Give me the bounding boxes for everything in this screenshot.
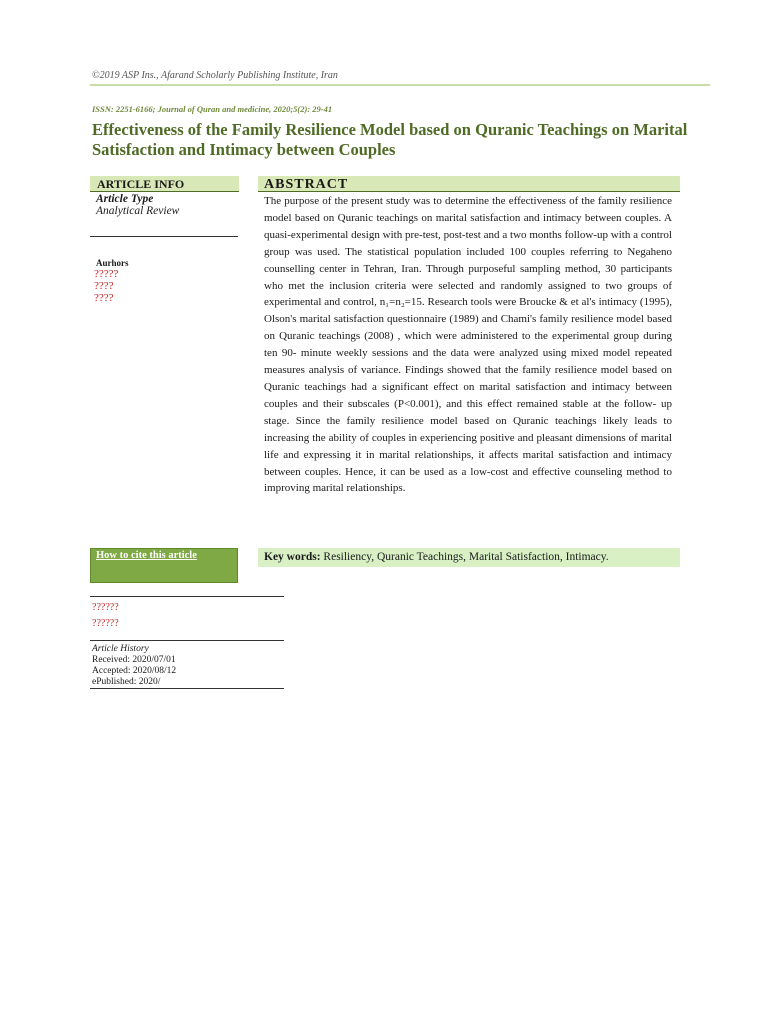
info-line: ?????? [92, 602, 119, 613]
keywords-label: Key words: [264, 551, 321, 563]
author-name[interactable]: ???? [94, 280, 114, 292]
abstract-heading: ABSTRACT [258, 176, 680, 192]
keywords-text: Resiliency, Quranic Teachings, Marital Satisfaction, Intimacy. [323, 551, 609, 563]
how-to-cite-link[interactable]: How to cite this article [96, 550, 197, 561]
article-type-value: Analytical Review [96, 205, 180, 217]
history-accepted: Accepted: 2020/08/12 [92, 666, 177, 676]
article-type-label: Article Type [96, 193, 154, 205]
author-name[interactable]: ???? [94, 292, 114, 304]
authors-label: Aurhors [96, 258, 129, 268]
article-history-label: Article History [92, 644, 149, 654]
keywords-line [264, 551, 609, 563]
info-line: ?????? [92, 618, 119, 629]
info-divider [90, 640, 284, 641]
author-name[interactable]: ????? [94, 268, 119, 280]
article-info-divider [90, 236, 238, 237]
history-published: ePublished: 2020/ [92, 677, 161, 687]
issn-line: ISSN: 2251-6166; Journal of Quran and medicine, 2020;5(2): 29-41 [92, 104, 333, 114]
article-title: Effectiveness of the Family Resilience Model based on Quranic Teachings on Marital Satisfaction and Intimacy between Couples [92, 120, 688, 159]
history-divider [90, 688, 284, 689]
history-received: Received: 2020/07/01 [92, 655, 176, 665]
article-info-heading: ARTICLE INFO [90, 176, 239, 192]
copyright-line: ©2019 ASP Ins., Afarand Scholarly Publishing Institute, Iran [92, 70, 338, 81]
cite-divider [90, 596, 284, 597]
header-divider [90, 84, 710, 86]
abstract-text: The purpose of the present study was to determine the effectiveness of the family resilience model based on Quranic teachings on marital satisfaction and intimacy between couples. A quasi-experimental design with pre-test, post-test and a two months follow-up with a control group was used. The statistical population included 100 couples referring to Negaheno counselling center in Tehran, Iran. Through purposeful sampling method, 30 participants who met the inclusion criteria were selected and randomly assigned to two groups of experimental and control, n₁=n₂=15. Research tools were Broucke & et al's intimacy (1995), Olson's marital satisfaction questionnaire (1989) and Chami's family resilience model based on Quranic teachings (2008) , which were administered to the experimental group during ten 90- minute weekly sessions and the data were analyzed using mixed model repeated measures analysis of variance. Findings showed that the family resilience model based on Quranic teachings had a significant effect on marital satisfaction and intimacy between couples and their subscales (P<0.001), and this effect remained stable at the follow- up stage. Since the family resilience model based on Quranic teachings likely leads to increasing the ability of couples in experiencing positive and pleasant dimensions of marital life and expressing it in marital relationships, it affects marital satisfaction and intimacy between couples. Hence, it can be used as a low-cost and effective counseling method to improving marital relationships. [264, 195, 672, 495]
